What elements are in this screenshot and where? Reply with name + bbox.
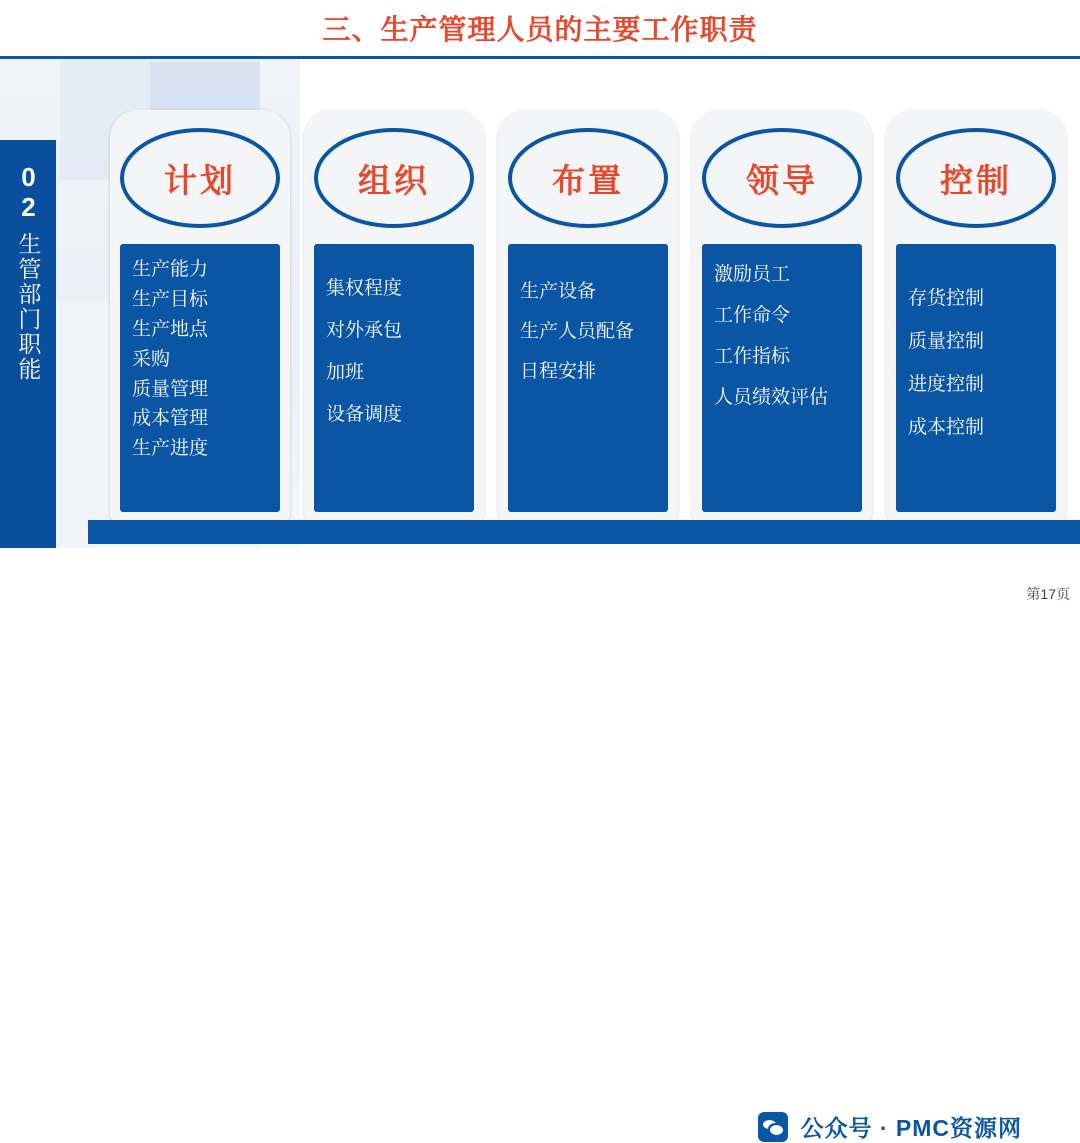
list-item: 设备调度	[326, 404, 403, 425]
column-body	[508, 244, 668, 512]
list-item: 生产地点	[132, 318, 209, 340]
column-body	[120, 244, 280, 512]
item-list	[714, 256, 850, 416]
list-item: 集权程度	[326, 278, 403, 299]
page-title: 三、生产管理人员的主要工作职责	[322, 14, 758, 45]
column-heading-badge	[896, 128, 1056, 228]
column-organize	[304, 110, 484, 522]
column-control	[886, 110, 1066, 522]
list-item: 成本控制	[908, 416, 985, 438]
item-list	[908, 280, 1044, 448]
column-heading-badge	[120, 128, 280, 228]
column-heading-label: 计划	[164, 161, 236, 199]
list-item: 加班	[326, 362, 365, 383]
column-heading-badge	[702, 128, 862, 228]
column-leadership	[692, 110, 872, 522]
responsibility-columns	[110, 110, 1070, 522]
list-item: 激励员工	[714, 264, 791, 285]
list-item: 成本管理	[132, 408, 209, 430]
list-item: 日程安排	[520, 361, 597, 383]
list-item: 生产能力	[132, 259, 209, 280]
section-tab	[0, 140, 56, 565]
wechat-label: 公众号 · PMC资源网	[800, 1115, 1022, 1141]
column-heading-label: 布置	[552, 161, 624, 199]
list-item: 对外承包	[326, 320, 403, 341]
bottom-accent-band	[88, 520, 1080, 544]
wechat-credit	[758, 1110, 1022, 1143]
column-heading-badge	[508, 128, 668, 228]
list-item: 进度控制	[908, 373, 985, 395]
list-item: 生产目标	[132, 288, 209, 310]
column-plan	[110, 110, 290, 522]
slide-title-bar	[0, 0, 1080, 56]
column-body	[702, 244, 862, 512]
list-item: 存货控制	[908, 288, 985, 309]
page-number: 第17页	[1026, 586, 1070, 602]
list-item: 生产设备	[520, 281, 597, 302]
column-heading-label: 组织	[358, 161, 430, 199]
section-number: 02	[13, 162, 44, 222]
column-heading-label: 控制	[940, 161, 1012, 199]
list-item: 工作指标	[714, 346, 791, 368]
list-item: 质量控制	[908, 330, 985, 352]
column-heading-badge	[314, 128, 474, 228]
column-layout	[498, 110, 678, 522]
list-item: 人员绩效评估	[714, 387, 829, 409]
item-list	[326, 270, 462, 434]
section-label: 生管部门职能	[15, 232, 42, 382]
slide-footer	[0, 548, 1080, 1141]
item-list	[520, 274, 656, 390]
column-body	[314, 244, 474, 512]
list-item: 采购	[132, 348, 171, 370]
list-item: 生产人员配备	[520, 321, 635, 343]
wechat-icon	[758, 1112, 788, 1142]
column-body	[896, 244, 1056, 512]
list-item: 工作命令	[714, 305, 791, 327]
column-heading-label: 领导	[746, 161, 818, 199]
item-list	[132, 256, 268, 464]
list-item: 质量管理	[132, 378, 209, 400]
list-item: 生产进度	[132, 438, 209, 460]
title-divider	[0, 56, 1080, 59]
